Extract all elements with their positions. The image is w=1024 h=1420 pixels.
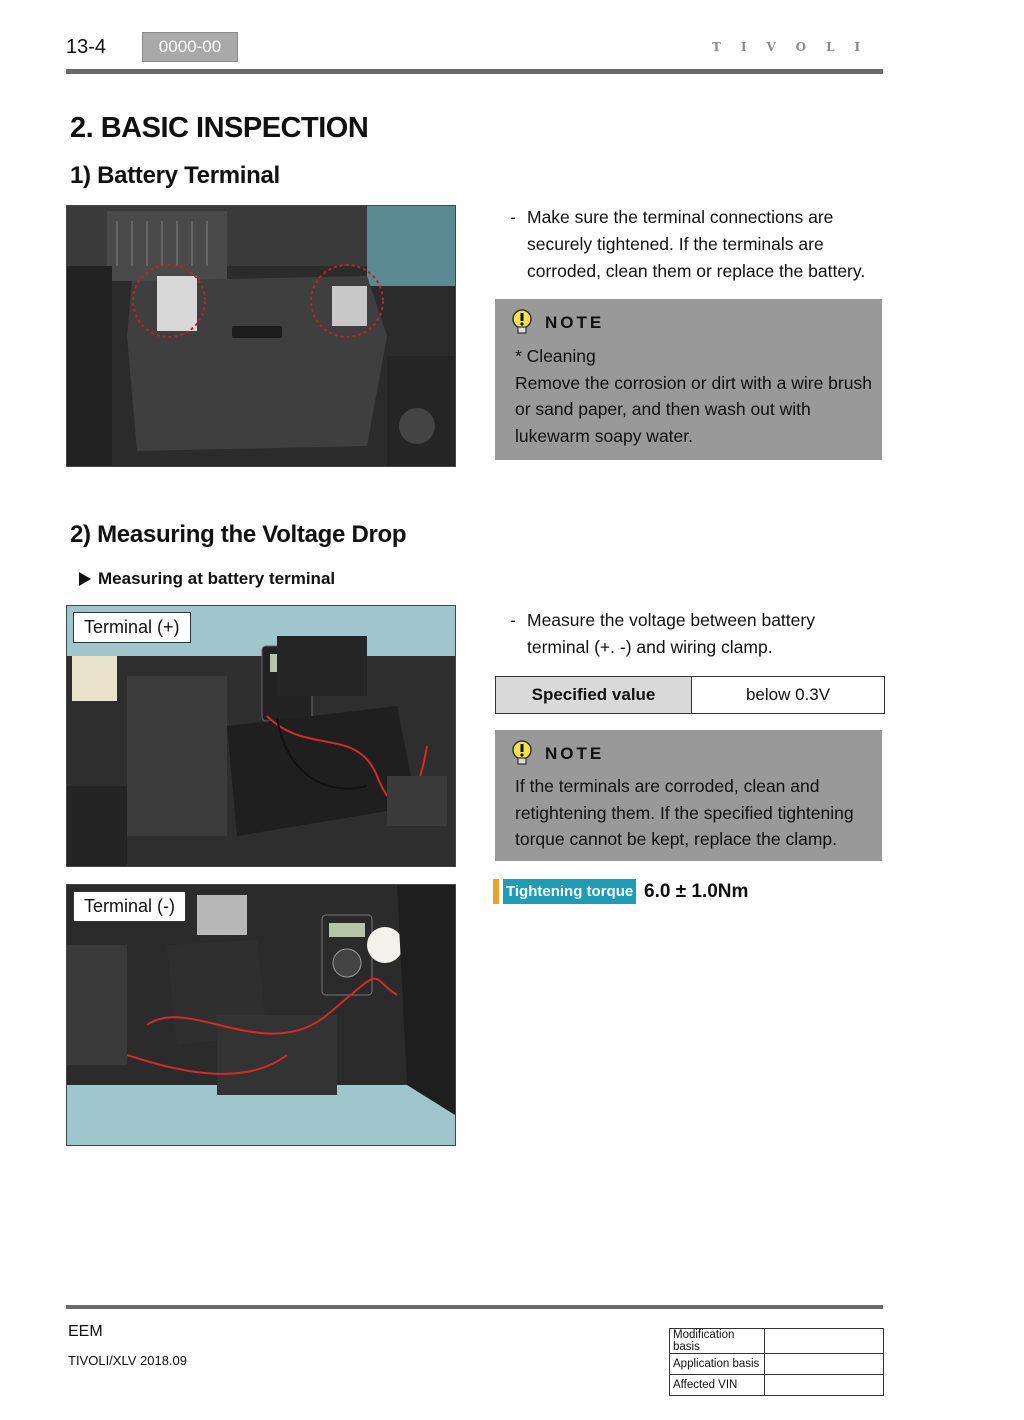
note-line: or sand paper, and then wash out with — [515, 399, 811, 419]
terminal-minus-photo — [66, 884, 456, 1146]
battery-terminal-photo — [66, 205, 456, 467]
section1-bullet-text: Make sure the terminal connections are securely tightened. If the terminals are corroded, clean them or replace the battery. — [527, 207, 866, 281]
mod-row — [670, 1375, 884, 1396]
footer-model-date: TIVOLI/XLV 2018.09 — [68, 1353, 187, 1368]
header-rule — [66, 69, 883, 74]
page-title: 2. BASIC INSPECTION — [70, 112, 369, 144]
mod-row — [670, 1329, 884, 1354]
section2-bullet: - Measure the voltage between battery terminal (+. -) and wiring clamp. — [510, 607, 890, 663]
note-box-retighten — [495, 730, 882, 861]
mod-row — [670, 1354, 884, 1375]
doc-code-badge: 0000-00 — [142, 32, 238, 62]
spec-row — [496, 677, 885, 714]
spec-table — [495, 676, 885, 714]
note-body — [515, 773, 875, 853]
section1-heading: 1) Battery Terminal — [70, 162, 280, 189]
note-line: torque cannot be kept, replace the clamp. — [515, 829, 838, 849]
warning-bulb-icon — [511, 740, 533, 768]
section1-bullet: - Make sure the terminal connections are securely tightened. If the terminals are corroded, clean them or replace the battery. — [510, 204, 890, 288]
brand-name: TIVOLI — [712, 40, 881, 54]
spec-value: below 0.3V — [692, 677, 885, 714]
torque-label: Tightening torque — [503, 879, 636, 904]
footer-rule — [66, 1305, 883, 1309]
terminal-plus-photo — [66, 605, 456, 867]
note-line: lukewarm soapy water. — [515, 425, 693, 446]
note-line: Remove the corrosion or dirt with a wire brush — [515, 372, 872, 393]
mod-key: Application basis — [670, 1354, 765, 1375]
mod-key: Affected VIN — [670, 1375, 765, 1396]
spec-label: Specified value — [496, 677, 692, 714]
triangle-right-icon — [78, 571, 92, 587]
note-line: * Cleaning — [515, 346, 596, 366]
footer-manual-code: EEM — [68, 1323, 103, 1340]
terminal-plus-label: Terminal (+) — [73, 612, 191, 643]
terminal-minus-label: Terminal (-) — [73, 891, 186, 922]
section2-subheading-text: Measuring at battery terminal — [98, 569, 336, 588]
warning-bulb-icon — [511, 309, 533, 337]
note-box-cleaning — [495, 299, 882, 460]
mod-key: Modification basis — [670, 1329, 765, 1354]
note-title: NOTE — [545, 744, 605, 763]
note-line: If the terminals are corroded, clean and — [515, 776, 820, 796]
page-number: 13-4 — [66, 36, 107, 58]
torque-value: 6.0 ± 1.0Nm — [644, 881, 749, 902]
section2-bullet-text: Measure the voltage between battery terminal (+. -) and wiring clamp. — [527, 610, 815, 657]
torque-accent-bar — [493, 879, 499, 904]
section2-subheading — [78, 569, 335, 589]
note-line: retightening them. If the specified tightening — [515, 802, 854, 823]
section2-heading: 2) Measuring the Voltage Drop — [70, 521, 407, 548]
note-title: NOTE — [545, 313, 605, 332]
note-body — [515, 343, 875, 449]
modification-table — [669, 1328, 884, 1396]
